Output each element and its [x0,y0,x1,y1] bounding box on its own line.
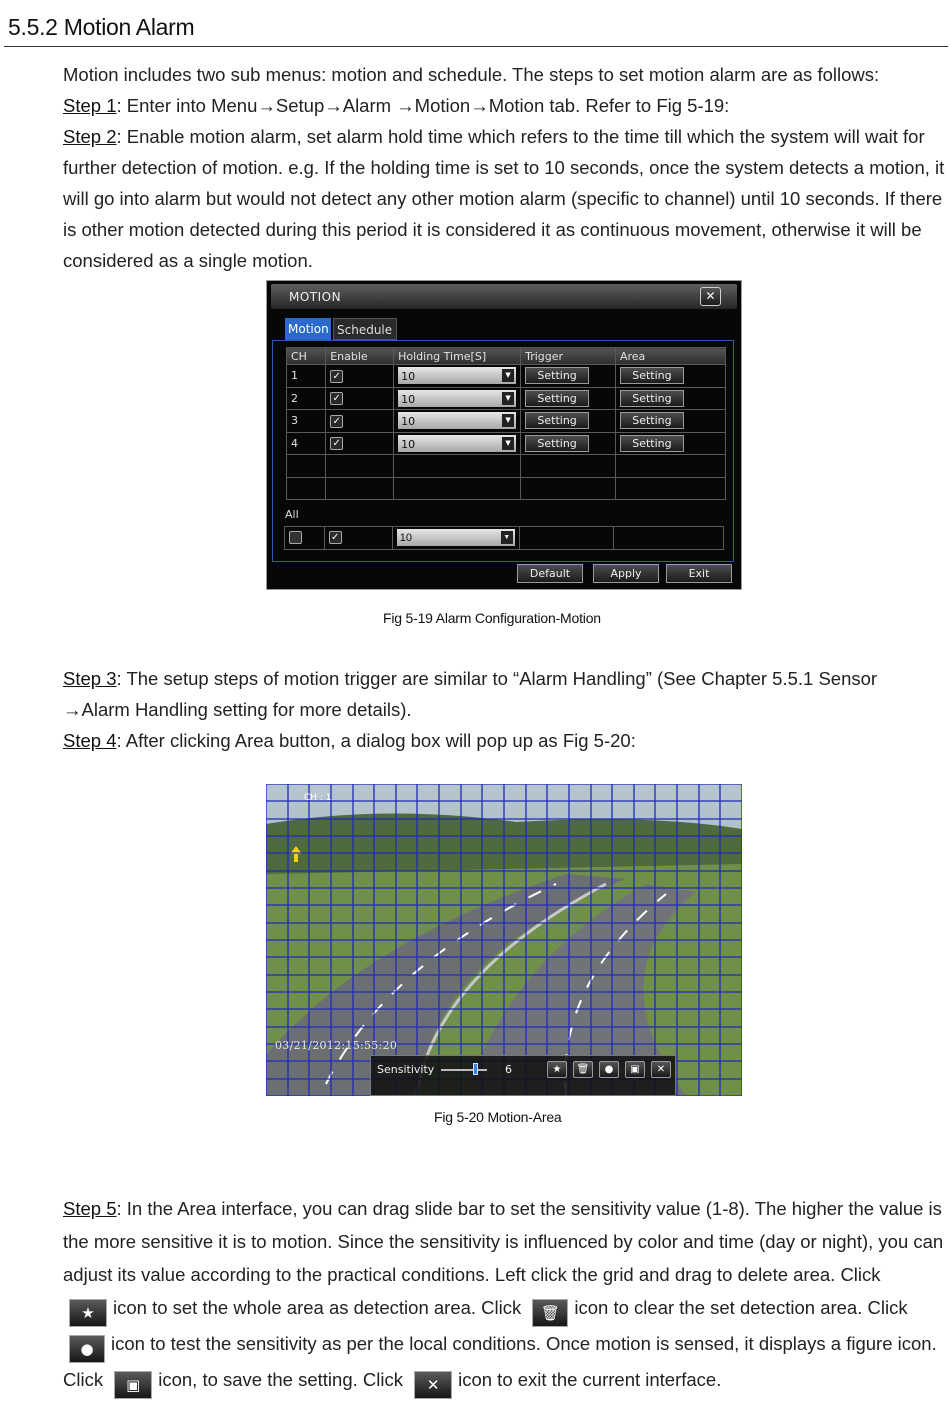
table-row [287,365,726,388]
save-icon[interactable]: ▣ [625,1061,645,1078]
step-1-text: : Enter into Menu→Setup→Alarm →Motion→Motion tab. Refer to Fig 5-19: [116,95,730,116]
dialog-title-bar [271,284,737,309]
test-figure-icon[interactable]: ● [599,1061,619,1078]
motion-dialog [266,280,742,590]
all-row [285,527,724,550]
sensitivity-slider-handle[interactable] [473,1063,478,1075]
holding-cell [394,432,521,455]
area-cell [615,387,725,410]
channel-label: CH : 1 [304,793,332,803]
step-5-text: icon to set the whole area as detection area. Click [113,1297,522,1318]
figure-caption: Fig 5-19 Alarm Configuration-Motion [383,610,601,626]
holding-cell [394,410,521,433]
step-5-text: icon, to save the setting. Click [158,1369,403,1390]
holding-time-select[interactable] [398,412,516,429]
step-2-label: Step 2 [63,126,117,147]
close-icon: ✕ [414,1371,452,1399]
empty-cell [615,477,725,500]
steps-3-4 [63,663,948,756]
enable-checkbox[interactable]: ✓ [330,392,343,405]
empty-cell [326,455,394,478]
trigger-cell [521,432,616,455]
enable-checkbox[interactable]: ✓ [330,415,343,428]
trigger-cell [521,387,616,410]
trigger-setting-button[interactable]: Setting [525,412,589,429]
channel-number: 2 [287,387,326,410]
select-all-icon: ★ [69,1299,107,1327]
tab-schedule[interactable]: Schedule [333,318,397,340]
all-select-checkbox[interactable] [289,531,302,544]
area-cell [615,432,725,455]
step-2-text: : Enable motion alarm, set alarm hold time which refers to the time till which the system will wait for further detection of motion. e.g. If the holding time is set to 10 seconds, once the system detects a motion, it will go into alarm but would not detect any other motion alarm (specific to channel) until 10 seconds. If there is other motion detected during this period it is considered it as continuous movement, otherwise it will be considered as a single motion. [63,126,945,271]
enable-cell [326,432,394,455]
step-2 [63,121,948,276]
chevron-down-icon: ▼ [501,531,513,544]
empty-cell [287,455,326,478]
empty-cell [615,455,725,478]
enable-checkbox[interactable]: ✓ [330,370,343,383]
trigger-cell [521,410,616,433]
all-row-table [284,526,724,550]
empty-cell [394,477,521,500]
empty-cell [521,455,616,478]
holding-time-select[interactable] [398,435,516,452]
select-all-icon[interactable]: ★ [547,1061,567,1078]
step-3-label: Step 3 [63,668,117,689]
all-holding-time-select[interactable] [397,529,515,546]
step-4-text: : After clicking Area button, a dialog box will pop up as Fig 5-20: [116,730,636,751]
table-row-empty [287,477,726,500]
step-5-text: icon to test the sensitivity as per the local conditions. Once motion is sensed, it displays a figure icon. Click [63,1333,937,1390]
table-row [287,432,726,455]
all-select-cell [285,527,325,550]
all-enable-cell [324,527,392,550]
all-label: All [285,508,299,521]
step-3-text: : The setup steps of motion trigger are similar to “Alarm Handling” (See Chapter 5.5.1 Sensor →Alarm Handling setting for more details). [63,668,878,720]
tab-motion[interactable]: Motion [285,318,331,340]
area-cell [615,365,725,388]
enable-cell [326,410,394,433]
channel-number: 4 [287,432,326,455]
trigger-cell [521,365,616,388]
column-header: Area [615,348,725,365]
step-4 [63,725,948,756]
empty-cell [394,455,521,478]
holding-time-value: 10 [401,437,416,451]
area-setting-button[interactable]: Setting [620,435,684,452]
holding-time-value: 10 [401,415,416,429]
section-title: Motion Alarm [63,14,195,40]
holding-time-value: 10 [401,392,416,406]
column-header: CH [287,348,326,365]
step-3 [63,663,948,725]
chevron-down-icon: ▼ [502,414,514,427]
step-1 [63,90,948,121]
empty-cell [519,527,613,550]
intro-text: Motion includes two sub menus: motion and schedule. The steps to set motion alarm are as follows: [63,64,880,85]
channel-number: 1 [287,365,326,388]
clear-icon[interactable]: 🗑 [573,1061,593,1078]
step-5-text: icon to exit the current interface. [458,1369,722,1390]
timestamp: 03/21/2012:15:55:20 [275,1039,398,1052]
column-header: Holding Time[S] [394,348,521,365]
intro-block [63,59,948,276]
save-icon: ▣ [114,1371,152,1399]
dialog-title: MOTION [289,290,342,304]
all-holding-time-value: 10 [399,532,412,545]
all-enable-checkbox[interactable]: ✓ [329,531,342,544]
close-icon[interactable]: ✕ [651,1061,671,1078]
step-5-label: Step 5 [63,1198,117,1219]
empty-cell [521,477,616,500]
table-row-empty [287,455,726,478]
holding-time-select[interactable] [398,390,516,407]
close-icon[interactable]: ✕ [700,287,721,306]
step-5-text: icon to clear the set detection area. Click [574,1297,908,1318]
step-1-label: Step 1 [63,95,117,116]
heading-divider [4,46,948,47]
holding-cell [394,365,521,388]
apply-button[interactable]: Apply [593,564,659,583]
default-button[interactable]: Default [517,564,583,583]
holding-cell [394,387,521,410]
exit-button[interactable]: Exit [666,564,732,583]
table-header-row [287,348,726,365]
area-cell [615,410,725,433]
clear-icon: 🗑 [532,1299,568,1327]
empty-cell [614,527,724,550]
section-number: 5.5.2 [8,14,58,40]
empty-cell [287,477,326,500]
area-setting-button[interactable]: Setting [620,367,684,384]
step-5 [63,1192,948,1399]
holding-time-value: 10 [401,370,416,384]
trigger-setting-button[interactable]: Setting [525,367,589,384]
column-header: Trigger [521,348,616,365]
chevron-down-icon: ▼ [502,392,514,405]
enable-cell [326,387,394,410]
figure-caption: Fig 5-20 Motion-Area [434,1109,562,1125]
motion-area-view[interactable] [266,784,742,1096]
chevron-down-icon: ▼ [502,437,514,450]
trigger-setting-button[interactable]: Setting [525,435,589,452]
trigger-setting-button[interactable]: Setting [525,390,589,407]
sensitivity-value: 6 [505,1063,512,1076]
table-row [287,410,726,433]
motion-table [286,347,726,500]
sensitivity-slider[interactable] [441,1069,487,1071]
step-4-label: Step 4 [63,730,117,751]
empty-cell [326,477,394,500]
enable-checkbox[interactable]: ✓ [330,437,343,450]
test-figure-icon: ● [69,1335,105,1363]
area-toolbar [370,1055,676,1096]
holding-time-select[interactable] [398,367,516,384]
enable-cell [326,365,394,388]
all-holding-cell [392,527,519,550]
area-setting-button[interactable]: Setting [620,412,684,429]
channel-number: 3 [287,410,326,433]
section-heading [8,14,194,41]
step-5-text: : In the Area interface, you can drag slide bar to set the sensitivity value (1-8). The higher the value is the more sensitive it is to motion. Since the sensitivity is influenced by color and time (day or night), you can adjust its value according to the practical conditions. Left click the grid and drag to delete area. Click [63,1198,944,1285]
area-setting-button[interactable]: Setting [620,390,684,407]
chevron-down-icon: ▼ [502,369,514,382]
table-row [287,387,726,410]
column-header: Enable [326,348,394,365]
sensitivity-label: Sensitivity [377,1063,435,1076]
